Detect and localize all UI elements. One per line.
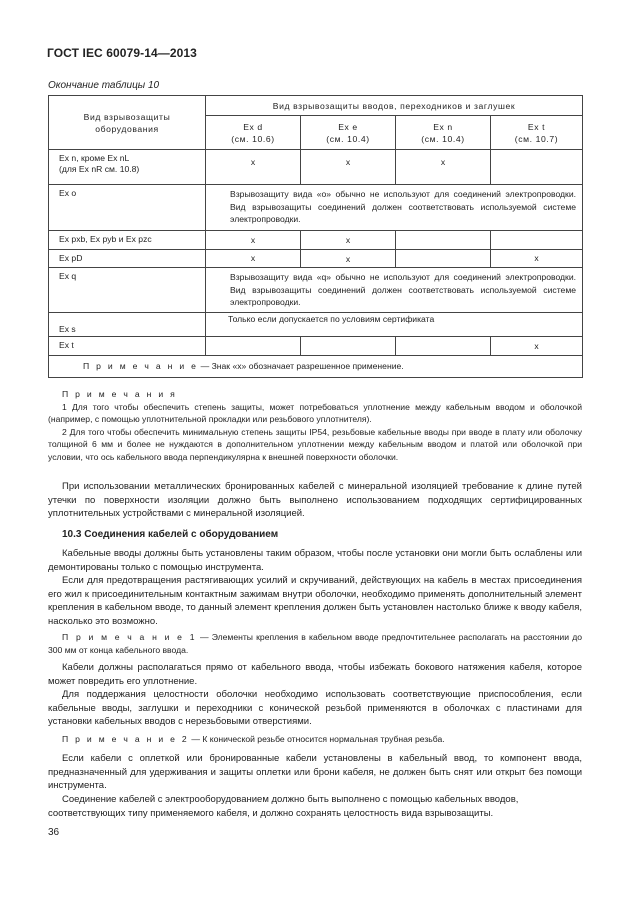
table-note-row [49,356,583,378]
table-row [49,337,583,356]
paragraph: Для поддержания целостности оболочки необходимо использовать соответствующие приспособления, если кабельные вводы, заглушки и переходники с конической резьбой применяются в оболочках с пластинами для установки кабельных вводов с нерезьбовыми отверстиями. [48,689,582,727]
table-caption: Окончание таблицы 10 [48,80,160,91]
table-row [49,268,583,313]
cell-ex-e: x [301,150,396,185]
cell-ex-d: x [206,231,301,250]
subheader-ex-t: Ex t (см. 10.7) [491,116,583,150]
row-label: Ex n, кроме Ex nL (для Ex nR см. 10.8) [49,150,206,185]
page-number: 36 [48,827,60,838]
note-2-paragraph: П р и м е ч а н и е 2 — К конической резьбе относится нормальная трубная резьба. [62,734,445,744]
protection-table [48,95,583,378]
note-2: 2 Для того чтобы обеспечить минимальную степень защиты IP54, резьбовые кабельные вводы при вводе в плату или оболочку толщиной 6 мм и более не нуждаются в дополнительном уплотнении между кабельным вводом и платой или оболочкой при условии, что ось кабельного ввода перпендикулярна к внешней поверхности оболочки. [48,426,582,462]
note-1-paragraph: П р и м е ч а н и е 1 — Элементы крепления в кабельном вводе предпочтительнее располагать на расстоянии до 300 мм от конца кабельного ввода. [48,632,582,655]
cell-ex-d: x [206,150,301,185]
col-header-equipment: Вид взрывозащиты оборудования [49,96,206,150]
notes-block [48,388,582,463]
cell-ex-n [396,337,491,356]
table-note: П р и м е ч а н и е — Знак «x» обозначает разрешенное применение. [49,356,583,378]
note-1: 1 Для того чтобы обеспечить степень защиты, может потребоваться уплотнение между кабельным вводом и оболочкой (например, с помощью уплотнительной прокладки или резьбового уплотнителя). [48,401,582,424]
row-label: Ex o [49,185,206,231]
merged-cell-text: Взрывозащиту вида «q» обычно не используют для соединений электропроводки. Вид взрывозащиты соединений должен соответствовать используемой системе электропроводки. [206,268,583,313]
cell-ex-t [491,231,583,250]
table-row [49,231,583,250]
merged-cell-text: Взрывозащиту вида «о» обычно не используют для соединений электропроводки. Вид взрывозащиты соединений должен соответствовать используемой системе электропроводки. [206,185,583,231]
paragraph: Соединение кабелей с электрооборудованием должно быть выполнено с помощью кабельных вводов, соответствующих типу применяемого кабеля, и должно сохранять целостность вида взрывозащиты. [48,794,519,819]
table-row [49,250,583,268]
notes-title: П р и м е ч а н и я [62,389,178,399]
cell-ex-d: x [206,250,301,268]
cell-ex-d [206,337,301,356]
cell-ex-t: x [491,337,583,356]
row-label: Ex q [49,268,206,313]
cell-ex-e: x [301,231,396,250]
cell-ex-n: x [396,150,491,185]
cell-ex-t [491,150,583,185]
document-header: ГОСТ IEC 60079-14—2013 [47,46,197,60]
table-row [49,150,583,185]
subheader-ex-n: Ex n (см. 10.4) [396,116,491,150]
paragraph: Если кабели с оплеткой или бронированные кабели установлены в кабельный ввод, то компонент ввода, предназначенный для удерживания и защиты оплетки или брони кабеля, не должен быть снят или открыт без помощи инструмента. [48,753,582,791]
table-row [49,185,583,231]
row-label: Ex pxb, Ex pyb и Ex pzc [49,231,206,250]
table-row [49,313,583,337]
row-label: Ex pD [49,250,206,268]
group-header: Вид взрывозащиты вводов, переходников и заглушек [206,96,583,116]
paragraph: Если для предотвращения растягивающих усилий и скручиваний, действующих на кабель в местах присоединения его жил к присоединительным контактным зажимам внутри оболочки, необходимо применять дополнительный элемент крепления в кабельном вводе, то данный элемент крепления должен быть установлен настолько ближе к вводу кабеля, насколько это возможно. [48,575,582,627]
subheader-ex-d: Ex d (см. 10.6) [206,116,301,150]
cell-ex-e: x [301,250,396,268]
cell-ex-e [301,337,396,356]
paragraph: Кабели должны располагаться прямо от кабельного ввода, чтобы избежать бокового натяжения кабеля, которое может повредить его уплотнение. [48,662,582,687]
paragraph: Кабельные вводы должны быть установлены таким образом, чтобы после установки они могли быть ослаблены или демонтированы только с помощью инструмента. [48,548,582,573]
paragraph: При использовании металлических бронированных кабелей с минеральной изоляцией требование к длине путей утечки по поверхности изоляции должно быть выполнено использованием подходящих сертифицированных уплотнительных устройствами с минеральной изоляцией. [48,481,582,519]
subheader-ex-e: Ex e (см. 10.4) [301,116,396,150]
cell-ex-n [396,250,491,268]
row-label: Ex t [49,337,206,356]
section-heading: 10.3 Соединения кабелей с оборудованием [62,529,279,540]
cell-ex-t: x [491,250,583,268]
cell-ex-n [396,231,491,250]
row-label: Ex s [49,313,206,337]
merged-cell-text: Только если допускается по условиям сертификата [206,313,583,337]
